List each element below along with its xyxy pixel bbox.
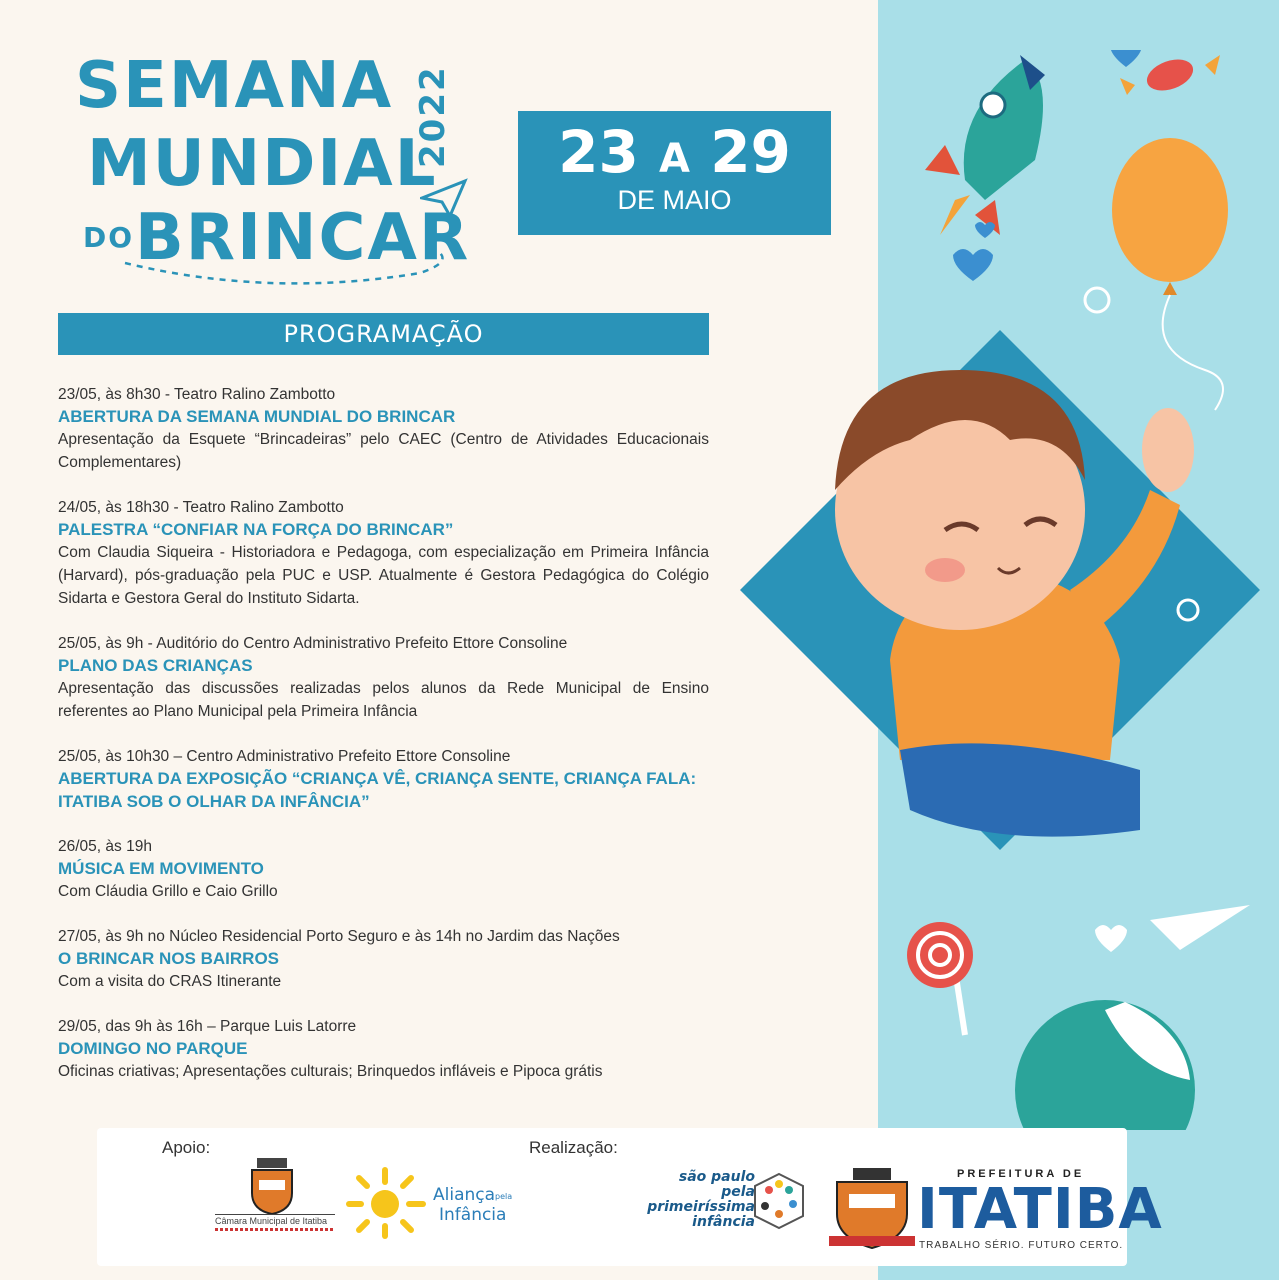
event-title: PLANO DAS CRIANÇAS xyxy=(58,656,253,675)
event-title: MÚSICA EM MOVIMENTO xyxy=(58,859,264,878)
date-connector: A xyxy=(659,136,690,182)
programacao-heading: PROGRAMAÇÃO xyxy=(58,313,709,355)
event-meta: 25/05, às 10h30 – Centro Administrativo Prefeito Ettore Consoline xyxy=(58,748,511,765)
camara-stripe xyxy=(215,1228,335,1231)
event-meta: 24/05, às 18h30 - Teatro Ralino Zambotto xyxy=(58,499,344,516)
event-item xyxy=(58,633,709,723)
title-line-semana: SEMANA xyxy=(75,49,394,123)
dashed-trail-decoration xyxy=(120,253,450,298)
event-title: ABERTURA DA SEMANA MUNDIAL DO BRINCAR xyxy=(58,407,456,426)
alianca-pela: pela xyxy=(495,1192,513,1201)
camara-crest-logo xyxy=(247,1158,297,1214)
sp-line2: pela xyxy=(721,1184,755,1200)
balloon-icon xyxy=(1112,138,1228,410)
sp-line3: primeiríssima xyxy=(647,1199,755,1215)
event-description: Com a visita do CRAS Itinerante xyxy=(58,973,282,990)
candy-icon xyxy=(1120,54,1220,97)
camara-divider xyxy=(215,1214,335,1215)
alianca-line1: Aliança xyxy=(433,1185,496,1205)
event-meta: 26/05, às 19h xyxy=(58,838,152,855)
event-description: Apresentação da Esquete “Brincadeiras” pelo CAEC (Centro de Atividades Educacionais Complementares) xyxy=(58,431,709,471)
event-title: ABERTURA DA EXPOSIÇÃO “CRIANÇA VÊ, CRIANÇA SENTE, CRIANÇA FALA: ITATIBA SOB O OLHAR DA INFÂNCIA” xyxy=(58,769,697,811)
event-description: Oficinas criativas; Apresentações culturais; Brinquedos infláveis e Pipoca grátis xyxy=(58,1063,603,1080)
prefeitura-slogan: TRABALHO SÉRIO. FUTURO CERTO. xyxy=(919,1240,1124,1251)
title-year: 2022 xyxy=(413,65,453,168)
title-line-do: DO xyxy=(83,221,135,254)
itatiba-wordmark: ITATIBA xyxy=(917,1177,1163,1242)
sp-line4: infância xyxy=(692,1214,755,1230)
event-description: Com Cláudia Grillo e Caio Grillo xyxy=(58,883,278,900)
sun-logo xyxy=(345,1166,429,1240)
itatiba-crest-logo xyxy=(829,1168,915,1250)
event-item xyxy=(58,926,709,993)
event-meta: 23/05, às 8h30 - Teatro Ralino Zambotto xyxy=(58,386,336,403)
event-meta: 29/05, das 9h às 16h – Parque Luis Latorre xyxy=(58,1018,357,1035)
event-item xyxy=(58,746,709,813)
event-meta: 27/05, às 9h no Núcleo Residencial Porto Seguro e às 14h no Jardim das Nações xyxy=(58,928,620,945)
sponsors-footer xyxy=(97,1128,1163,1266)
realizacao-label: Realização: xyxy=(529,1138,618,1157)
date-start: 23 xyxy=(558,118,639,186)
event-title xyxy=(75,48,475,298)
rocket-icon xyxy=(925,55,1045,235)
paper-plane-icon xyxy=(420,178,470,218)
event-title: O BRINCAR NOS BAIRROS xyxy=(58,949,280,968)
date-month: DE MAIO xyxy=(617,185,732,215)
decorative-icons xyxy=(905,50,1265,1130)
event-item xyxy=(58,1016,709,1083)
camara-caption: Câmara Municipal de Itatiba xyxy=(215,1216,328,1226)
sp-line1: são paulo xyxy=(678,1169,755,1185)
date-badge xyxy=(518,111,831,235)
dice-icon xyxy=(753,1172,805,1230)
apoio-label: Apoio: xyxy=(162,1138,211,1157)
event-item xyxy=(58,497,709,610)
date-end: 29 xyxy=(710,118,791,186)
title-line-mundial: MUNDIAL xyxy=(87,127,438,201)
title-line-brincar: BRINCAR xyxy=(135,201,471,275)
prefeitura-label: PREFEITURA DE xyxy=(957,1168,1085,1180)
event-title: DOMINGO NO PARQUE xyxy=(58,1039,248,1058)
alianca-line2: Infância xyxy=(439,1205,507,1225)
event-description: Com Claudia Siqueira - Historiadora e Pedagoga, com especialização em Primeira Infância (Harvard), pós-graduação pela PUC e USP. Atualmente é Gestora Pedagógica do Colégio Sidarta e Gestora Geral do Instituto Sidarta. xyxy=(58,544,709,607)
event-item xyxy=(58,384,709,474)
event-title: PALESTRA “CONFIAR NA FORÇA DO BRINCAR” xyxy=(58,520,454,539)
event-description: Apresentação das discussões realizadas pelos alunos da Rede Municipal de Ensino referentes ao Plano Municipal pela Primeira Infância xyxy=(58,680,709,720)
event-meta: 25/05, às 9h - Auditório do Centro Administrativo Prefeito Ettore Consoline xyxy=(58,635,568,652)
event-item xyxy=(58,836,709,903)
events-list xyxy=(58,384,709,1106)
date-range xyxy=(518,118,831,186)
sp-logo-text xyxy=(645,1170,755,1230)
